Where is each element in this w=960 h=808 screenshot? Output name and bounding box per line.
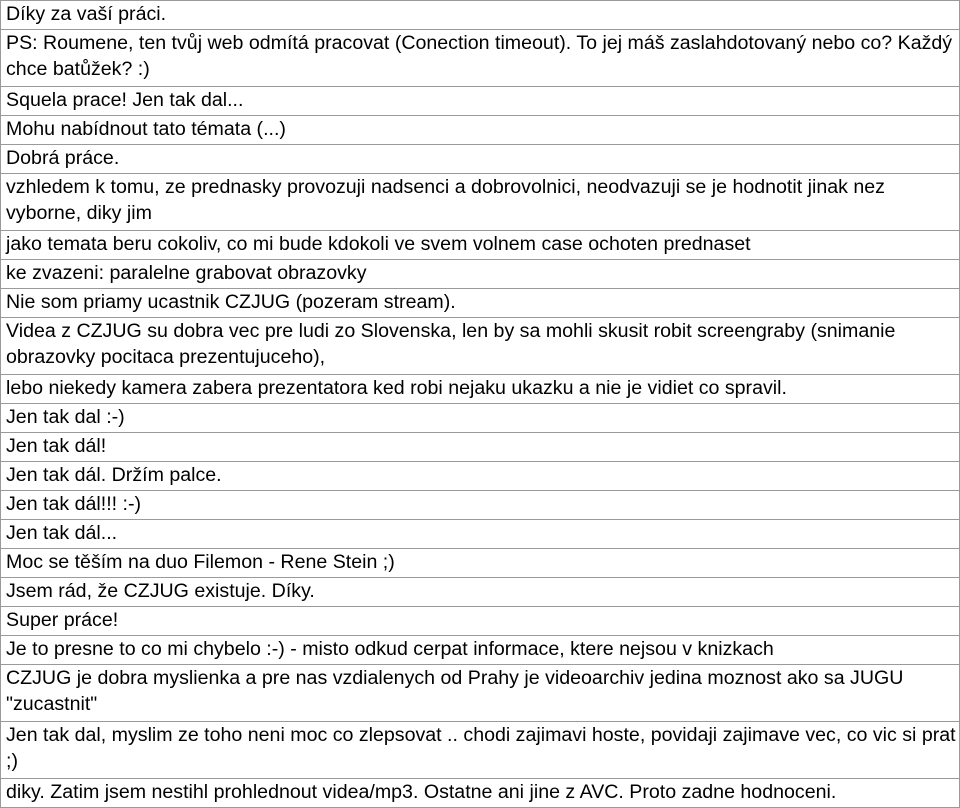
table-row <box>1 607 960 636</box>
comment-cell: Je to presne to co mi chybelo :-) - misto odkud cerpat informace, ktere nejsou v knizkach <box>1 636 960 665</box>
comment-cell: Nie som priamy ucastnik CZJUG (pozeram stream). <box>1 289 960 318</box>
table-row <box>1 87 960 116</box>
table-row <box>1 318 960 375</box>
comment-cell: Moc se těším na duo Filemon - Rene Stein ;) <box>1 549 960 578</box>
table-row <box>1 1 960 30</box>
table-row <box>1 779 960 808</box>
table-row <box>1 174 960 231</box>
table-row <box>1 549 960 578</box>
comment-cell: Squela prace! Jen tak dal... <box>1 87 960 116</box>
comment-cell: Jen tak dál. Držím palce. <box>1 462 960 491</box>
table-row <box>1 30 960 87</box>
comment-cell: PS: Roumene, ten tvůj web odmítá pracovat (Conection timeout). To jej máš zaslahdotovaný nebo co? Každý chce batůžek? :) <box>1 30 960 87</box>
table-row <box>1 722 960 779</box>
comments-table-body <box>1 1 960 808</box>
comment-cell: jako temata beru cokoliv, co mi bude kdokoli ve svem volnem case ochoten prednaset <box>1 231 960 260</box>
comment-cell: Videa z CZJUG su dobra vec pre ludi zo Slovenska, len by sa mohli skusit robit screengraby (snimanie obrazovky pocitaca prezentujuceho), <box>1 318 960 375</box>
table-row <box>1 636 960 665</box>
comment-cell: diky. Zatim jsem nestihl prohlednout videa/mp3. Ostatne ani jine z AVC. Proto zadne hodnoceni. <box>1 779 960 808</box>
comment-cell: Jsem rád, že CZJUG existuje. Díky. <box>1 578 960 607</box>
table-row <box>1 520 960 549</box>
comment-cell: Díky za vaší práci. <box>1 1 960 30</box>
table-row <box>1 289 960 318</box>
table-row <box>1 404 960 433</box>
table-row <box>1 462 960 491</box>
table-row <box>1 491 960 520</box>
comment-cell: vzhledem k tomu, ze prednasky provozuji nadsenci a dobrovolnici, neodvazuji se je hodnotit jinak nez vyborne, diky jim <box>1 174 960 231</box>
table-row <box>1 145 960 174</box>
table-row <box>1 260 960 289</box>
comment-cell: ke zvazeni: paralelne grabovat obrazovky <box>1 260 960 289</box>
comment-cell: lebo niekedy kamera zabera prezentatora ked robi nejaku ukazku a nie je vidiet co spravil. <box>1 375 960 404</box>
table-row <box>1 375 960 404</box>
comment-cell: Jen tak dál!!! :-) <box>1 491 960 520</box>
comment-cell: Mohu nabídnout tato témata (...) <box>1 116 960 145</box>
table-row <box>1 665 960 722</box>
table-row <box>1 231 960 260</box>
table-row <box>1 578 960 607</box>
comment-cell: CZJUG je dobra myslienka a pre nas vzdialenych od Prahy je videoarchiv jedina moznost ako sa JUGU "zucastnit" <box>1 665 960 722</box>
comment-cell: Super práce! <box>1 607 960 636</box>
comment-cell: Jen tak dal, myslim ze toho neni moc co zlepsovat .. chodi zajimavi hoste, povidaji zajimave vec, co vic si prat ;) <box>1 722 960 779</box>
table-row <box>1 433 960 462</box>
comment-cell: Jen tak dál! <box>1 433 960 462</box>
comment-cell: Dobrá práce. <box>1 145 960 174</box>
table-row <box>1 116 960 145</box>
comment-cell: Jen tak dal :-) <box>1 404 960 433</box>
comment-cell: Jen tak dál... <box>1 520 960 549</box>
